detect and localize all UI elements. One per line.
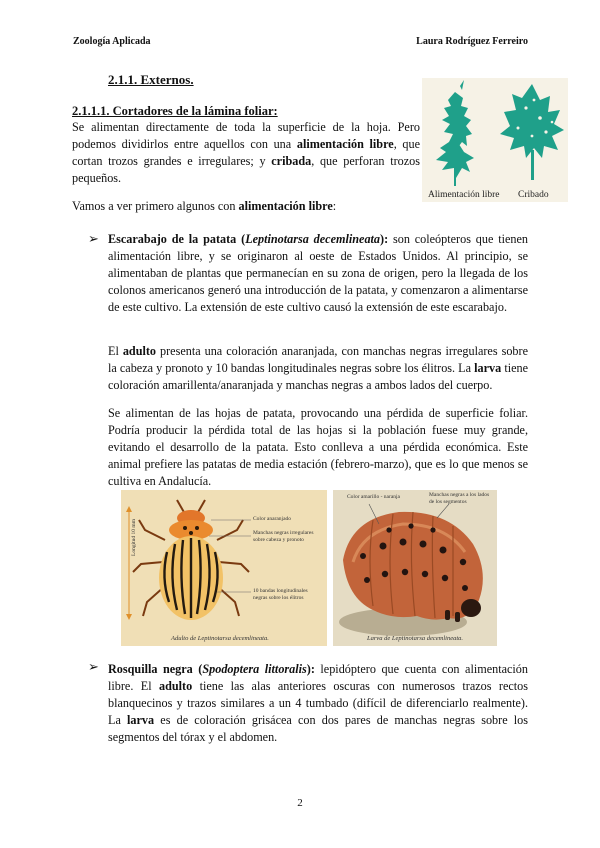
adult-label-bands: 10 bandas longitudinales negras sobre los élitros [253, 588, 308, 601]
moth-paragraph: Rosquilla negra (Spodoptera littoralis): lepidóptero que cuenta con alimentación libre. El adulto tiene las alas anteriores oscuras con numerosos trazos rectos blanquecinos y trazos similares a un 4 tumbado (difícil de diferenciarlo realmente). La larva es de coloración grisácea con dos pares de manchas negras sobre los segmentos del tórax y el abdomen. [108, 662, 529, 744]
leaf-feeding-figure [422, 78, 568, 202]
header-right: Laura Rodríguez Ferreiro [416, 36, 528, 47]
larva-figure [333, 490, 497, 646]
adult-caption: Adulto de Leptinotarsa decemlineata. [171, 635, 269, 642]
bullet-arrow-icon: ➢ [88, 231, 99, 246]
adult-label-color: Color anaranjado [253, 516, 292, 522]
page-number: 2 [297, 797, 303, 809]
adult-label-spots: Manchas negras irregulares sobre cabeza y pronoto [253, 530, 314, 543]
larva-caption: Larva de Leptinotarsa decemlineata. [367, 635, 464, 642]
bullet-arrow-icon: ➢ [88, 659, 99, 674]
section-title: 2.1.1. Externos. [108, 72, 194, 87]
larva-illustration [333, 490, 497, 646]
leaf-caption-riddled: Cribado [518, 190, 549, 200]
leaf-illustration [422, 78, 568, 202]
leaf-caption-free: Alimentación libre [428, 190, 500, 200]
adult-length-label: Longitud 10 mm [131, 519, 137, 556]
subsection-title: 2.1.1.1. Cortadores de la lámina foliar: [72, 104, 278, 118]
intro-paragraph: Se alimentan directamente de toda la superficie de la hoja. Pero podemos dividirlos entre aquellos con una alimentación libre, que cortan trozos grandes e irregulares; y cribada, que perforan trozos pequeños. [72, 120, 420, 185]
beetle-paragraph-1: Escarabajo de la patata (Leptinotarsa decemlineata): son coleópteros que tienen alimentación libre, y se originaron al oeste de Estados Unidos. Al principio, se alimentaban de plantas que permanecían en su zona de origen, pero la llegada de los colonos americanos generó una introducción de la patata, y comenzaron a alimentarse de este cultivo. La extensión de este cultivo causó la extensión de este escarabajo. [108, 232, 528, 314]
beetle-paragraph-2: El adulto presenta una coloración anaranjada, con manchas negras irregulares sobre la cabeza y pronoto y 10 bandas longitudinales negras sobre los élitros. La larva tiene coloración amarillenta/anaranjada y manchas negras a ambos lados del cuerpo. [108, 344, 528, 392]
lead-paragraph: Vamos a ver primero algunos con alimentación libre: [72, 199, 337, 213]
adult-beetle-figure [121, 490, 327, 646]
beetle-illustration [121, 490, 327, 646]
header-left: Zoología Aplicada [73, 36, 151, 47]
beetle-paragraph-3: Se alimentan de las hojas de patata, provocando una pérdida de superficie foliar. Podría producir la pérdida total de las hojas si la población fuese muy grande, evitando el desarrollo de la patata. Esto conlleva a una pérdida económica. Este animal prefiere las patatas de media estación (febrero-marzo), que es lo que menos se cultiva en Andalucía. [108, 406, 528, 488]
larva-label-spots: Manchas negras a los lados de los segmentos [429, 492, 490, 505]
larva-label-color: Color amarillo - naranja [347, 494, 400, 500]
